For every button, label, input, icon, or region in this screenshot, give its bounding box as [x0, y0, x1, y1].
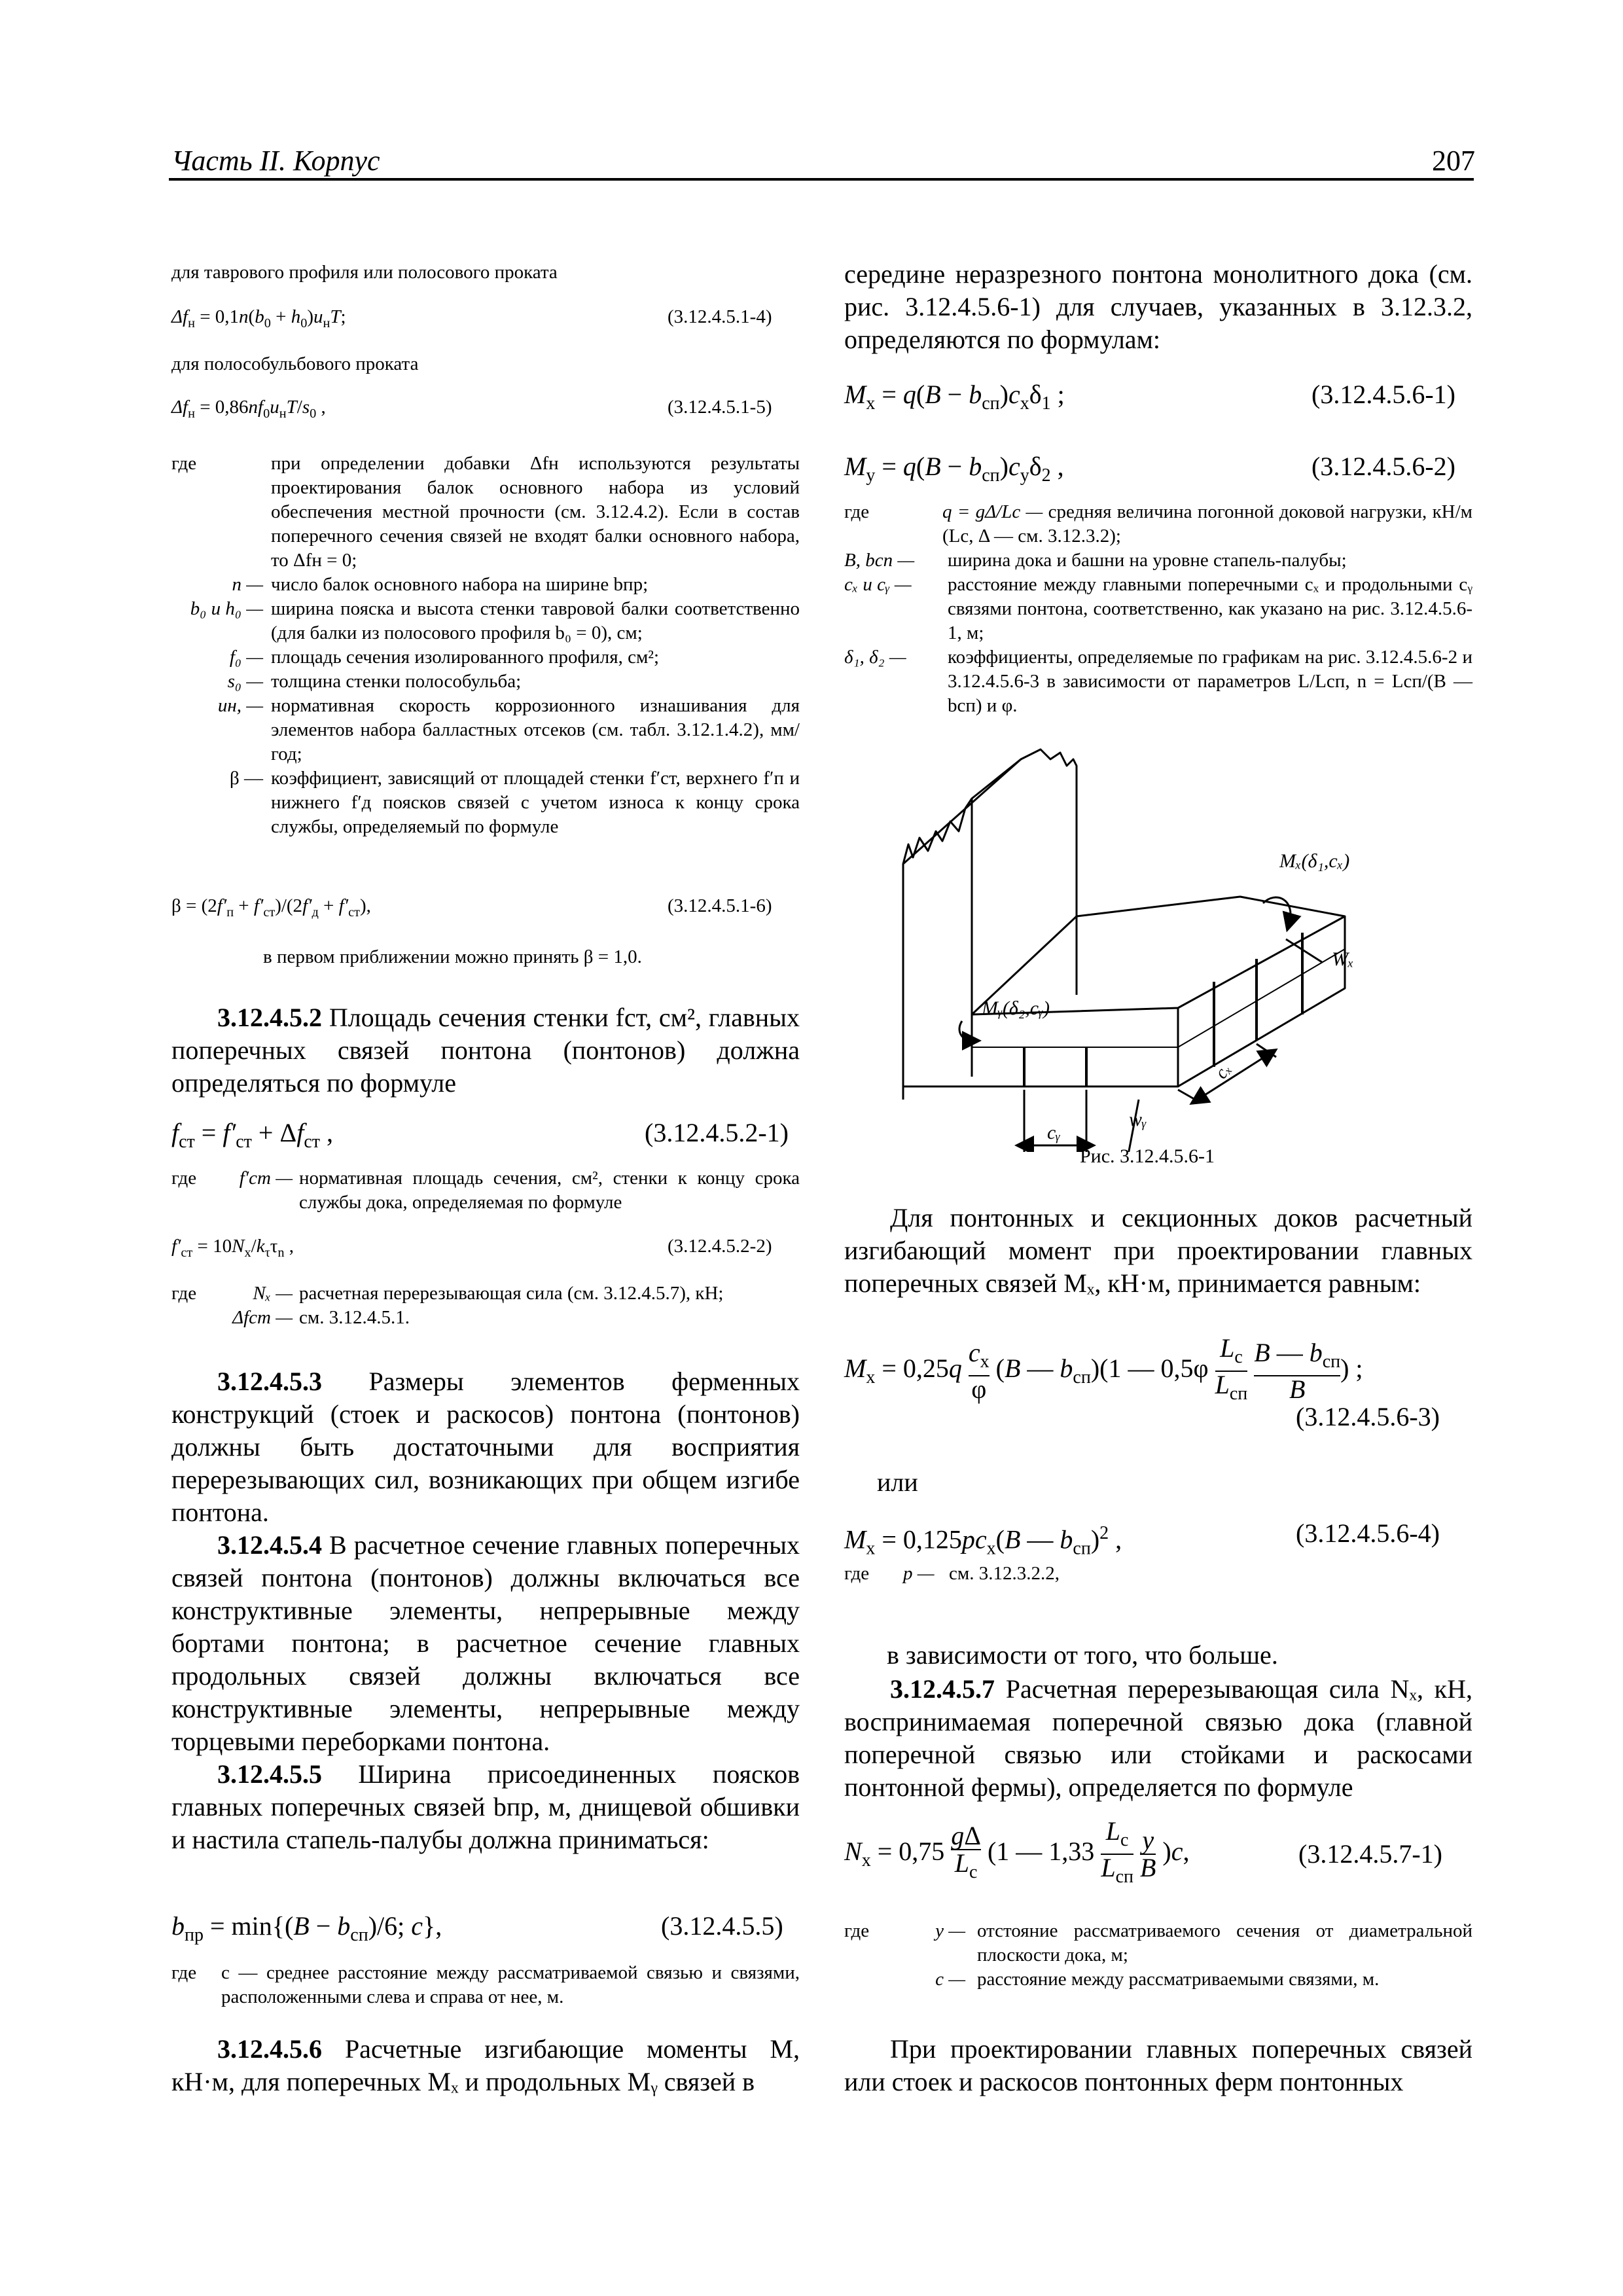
eq-number: (3.12.4.5.1-4) — [668, 306, 772, 327]
paragraph-text: Расчетная перерезывающая сила Nₓ, кН, воспринимаемая поперечной связью дока (главной поперечной связью или стойками и раскосами понтонной фермы), определяется по формуле — [844, 1674, 1472, 1802]
eq-number: (3.12.4.5.2-2) — [668, 1236, 772, 1257]
paragraph-number: 3.12.4.5.2 — [217, 1003, 322, 1032]
where-item: f₀ — площадь сечения изолированного профиля, см²; — [229, 647, 660, 668]
where-item: δ₁, δ₂ — коэффициенты, определяемые по графикам на рис. 3.12.4.5.6-2 и 3.12.4.5.6-3 в зависимости от параметров L/Lсп, n = Lсп/(B — bсп) и φ. — [844, 647, 1472, 716]
paragraph-text: Ширина присоединенных поясков главных поперечных связей bпр, м, днищевой обшивки и настила стапель-палубы должна приниматься: — [171, 1759, 800, 1854]
eq-number: (3.12.4.5.6-3) — [1296, 1402, 1440, 1431]
where-list — [171, 1166, 800, 1215]
eq-number: (3.12.4.5.2-1) — [645, 1118, 789, 1147]
paragraph-3.12.4.5.6-cont: середине неразрезного понтона монолитного дока (см. рис. 3.12.4.5.6-1) для случаев, указанных в 3.12.3.2, определяются по формулам: — [844, 259, 1472, 354]
where-list — [844, 1919, 1472, 1992]
eq-3.12.4.5.6-1: $M_x = q(B - b_{сп})c_x\delta_1$ ; — [844, 380, 1065, 414]
where-label: где — [171, 1168, 197, 1189]
where-item: n — число балок основного набора на ширине bпр; — [232, 574, 649, 595]
where-item: β — коэффициент, зависящий от площадей стенки f′ст, верхнего f′п и нижнего f′д поясков связей с учетом износа к концу срока службы, определяемый по формуле — [229, 768, 800, 837]
paragraph-text: Расчетные изгибающие моменты M, кН·м, для поперечных Mₓ и продольных Mᵧ связей в — [171, 2034, 800, 2096]
paragraph-text: Площадь сечения стенки fст, см², главных поперечных связей понтона (понтонов) должна определяться по формуле — [171, 1003, 800, 1098]
eq-3.12.4.5.6-2: $M_y = q(B - b_{сп})c_y\delta_2$ , — [844, 452, 1064, 486]
or-word: или — [877, 1467, 918, 1497]
paragraph-number: 3.12.4.5.5 — [217, 1759, 322, 1789]
eq-3.12.4.5.7-1: $N_x = 0,75$ gΔ $L_с$ (1 — 1,33 $L_с$ $L_{сп}$ $\frac{y}{B}$ )c, — [844, 1816, 1190, 1887]
eq-3.12.4.5.2-2: $f'_{ст} = 10N_x/k_\tau\tau_n$ , — [171, 1236, 294, 1260]
label-cy: cᵧ — [1047, 1122, 1061, 1143]
paragraph-3.12.4.5.2 — [171, 1001, 800, 1100]
paragraph-3.12.4.5.3 — [171, 1365, 800, 1529]
where-label: где — [171, 1962, 197, 1983]
where-list — [844, 500, 1472, 718]
paragraph-3.12.4.5.4 — [171, 1529, 800, 1758]
paragraph-number: 3.12.4.5.4 — [217, 1530, 322, 1560]
label-wy: wᵧ — [1129, 1109, 1147, 1130]
figure-caption: Рис. 3.12.4.5.6-1 — [1080, 1145, 1215, 1167]
paragraph-pontoon-docks: Для понтонных и секционных доков расчетный изгибающий момент при проектировании главных поперечных связей Mₓ, кН·м, принимается равным: — [844, 1203, 1472, 1298]
where-label: где — [844, 1920, 870, 1941]
tower-wall — [903, 749, 1077, 1028]
where-item: s₀ — толщина стенки полособульба; — [227, 671, 522, 692]
eq-3.12.4.5.2-1: $f_{ст} = f'_{ст} + \Delta f_{ст}$ , — [171, 1118, 333, 1152]
depending-note: в зависимости от того, что больше. — [887, 1640, 1278, 1670]
eq-number: (3.12.4.5.1-5) — [668, 397, 772, 418]
where-label: где — [844, 501, 870, 522]
eq-number: (3.12.4.5.5) — [661, 1911, 783, 1941]
eq-number: (3.12.4.5.6-4) — [1296, 1518, 1440, 1548]
approx-note: в первом приближении можно принять β = 1,0. — [263, 946, 642, 967]
where-item: Nₓ — расчетная перерезывающая сила (см. 3.12.4.5.7), кН; — [253, 1283, 724, 1304]
where-list — [171, 1282, 800, 1330]
paragraph-3.12.4.5.5 — [171, 1758, 800, 1856]
left-intro1: для таврового профиля или полосового проката — [171, 262, 558, 283]
dock-pontoon-figure — [851, 733, 1479, 1152]
where-item: c — расстояние между рассматриваемыми связями, м. — [935, 1969, 1380, 1990]
page-number: 207 — [1432, 145, 1475, 177]
paragraph-number: 3.12.4.5.6 — [217, 2034, 322, 2064]
eq-3.12.4.5.6-4: $M_x = 0,125pc_x(B$ — $b_{сп})^2$ , — [844, 1523, 1122, 1559]
running-header-title: Часть II. Корпус — [171, 145, 380, 177]
paragraph-number: 3.12.4.5.3 — [217, 1367, 322, 1396]
header-rule — [169, 178, 1474, 181]
where-item: cₓ и cᵧ — расстояние между главными поперечными cₓ и продольными cᵧ связями понтона, соответственно, как указано на рис. 3.12.4.5.6-1, м; — [844, 574, 1472, 643]
eq-3.12.4.5.1-4: $\Delta f_н = 0,1n(b_0 + h_0)u_нT$; — [171, 306, 346, 331]
paragraph-text: В расчетное сечение главных поперечных связей понтона (понтонов) должны включаться все конструктивные элементы, непрерывные между бортами понтона; в расчетное сечение главных продольных связей должны включаться все конструктивные элементы, непрерывные между торцевыми переборками понтона. — [171, 1530, 800, 1756]
label-wx: Wₓ — [1332, 948, 1354, 970]
label-my: Mᵧ(δ₂,cᵧ) — [982, 997, 1050, 1019]
eq-3.12.4.5.1-5: $\Delta f_н = 0,86nf_0u_нT/s_0$ , — [171, 397, 326, 421]
where-item: при определении добавки Δfн используются результаты проектирования балок основного набора из условий обеспечения местной прочности (см. 3.12.4.2). Если в состав поперечного сечения связей не входят балки основного набора, то Δfн = 0; — [271, 453, 800, 571]
where-item: b₀ и h₀ — ширина пояска и высота стенки тавровой балки соответственно (для балки из полосового профиля b₀ = 0), см; — [190, 598, 800, 643]
where-item: q = gΔ/Lс — средняя величина погонной доковой нагрузки, кН/м (Lс, Δ — см. 3.12.3.2); — [942, 501, 1473, 547]
where-sym: p — — [903, 1563, 935, 1584]
eq-number: (3.12.4.5.1-6) — [668, 895, 772, 916]
where-item: Δfст — см. 3.12.4.5.1. — [232, 1307, 410, 1328]
where-item: f′ст — нормативная площадь сечения, см², стенки к концу срока службы дока, определяемая по формуле — [239, 1168, 800, 1213]
pontoon-deck — [972, 897, 1345, 1014]
eq-3.12.4.5.5: $b_{пр} = \min\{(B - b_{сп})/6$; c}, — [171, 1911, 442, 1945]
left-intro2: для полособульбового проката — [171, 353, 419, 374]
paragraph-number: 3.12.4.5.7 — [890, 1674, 995, 1704]
paragraph-text: Размеры элементов ферменных конструкций (стоек и раскосов) понтона (понтонов) должны быть достаточными для восприятия перерезывающих сил, возникающих при общем изгибе понтона. — [171, 1367, 800, 1527]
where-item: y — отстояние рассматриваемого сечения от диаметральной плоскости дока, м; — [935, 1920, 1472, 1965]
eq-number: (3.12.4.5.7-1) — [1298, 1839, 1442, 1869]
eq-number: (3.12.4.5.6-2) — [1311, 452, 1455, 481]
where-label: где — [171, 1283, 197, 1304]
paragraph-3.12.4.5.6 — [171, 2033, 800, 2098]
where-text: c — среднее расстояние между рассматриваемой связью и связями, расположенными слева и справа от нее, м. — [221, 1962, 800, 2007]
where-item: B, bсп — ширина дока и башни на уровне стапель-палубы; — [844, 550, 1347, 571]
where-list — [171, 452, 800, 839]
eq-3.12.4.5.1-6: $\beta = (2f'_п + f'_{ст})/(2f'_д + f'_{ст})$, — [171, 895, 371, 920]
where-label: где — [171, 453, 197, 474]
paragraph-last: При проектировании главных поперечных связей или стоек и раскосов понтонных ферм понтонных — [844, 2034, 1472, 2096]
where-label: где — [844, 1563, 870, 1584]
eq-number: (3.12.4.5.6-1) — [1311, 380, 1455, 409]
label-cx: cₓ — [1211, 1060, 1236, 1083]
where-item: uн, — нормативная скорость коррозионного изнашивания для элементов набора балластных отсеков (см. табл. 3.12.1.4.2), мм/год; — [217, 695, 800, 764]
where-text: см. 3.12.3.2.2, — [949, 1563, 1060, 1584]
paragraph-3.12.4.5.7 — [844, 1673, 1472, 1804]
label-mx: Mₓ(δ₁,cₓ) — [1279, 850, 1350, 872]
eq-3.12.4.5.6-3: $M_x = 0,25q$ $\frac{c_x}{\varphi}$ (B — $b_{сп})(1$ — 0,5φ $L_с$ $L_{сп}$ B — $b_{сп}$ B ) ; — [844, 1333, 1363, 1404]
